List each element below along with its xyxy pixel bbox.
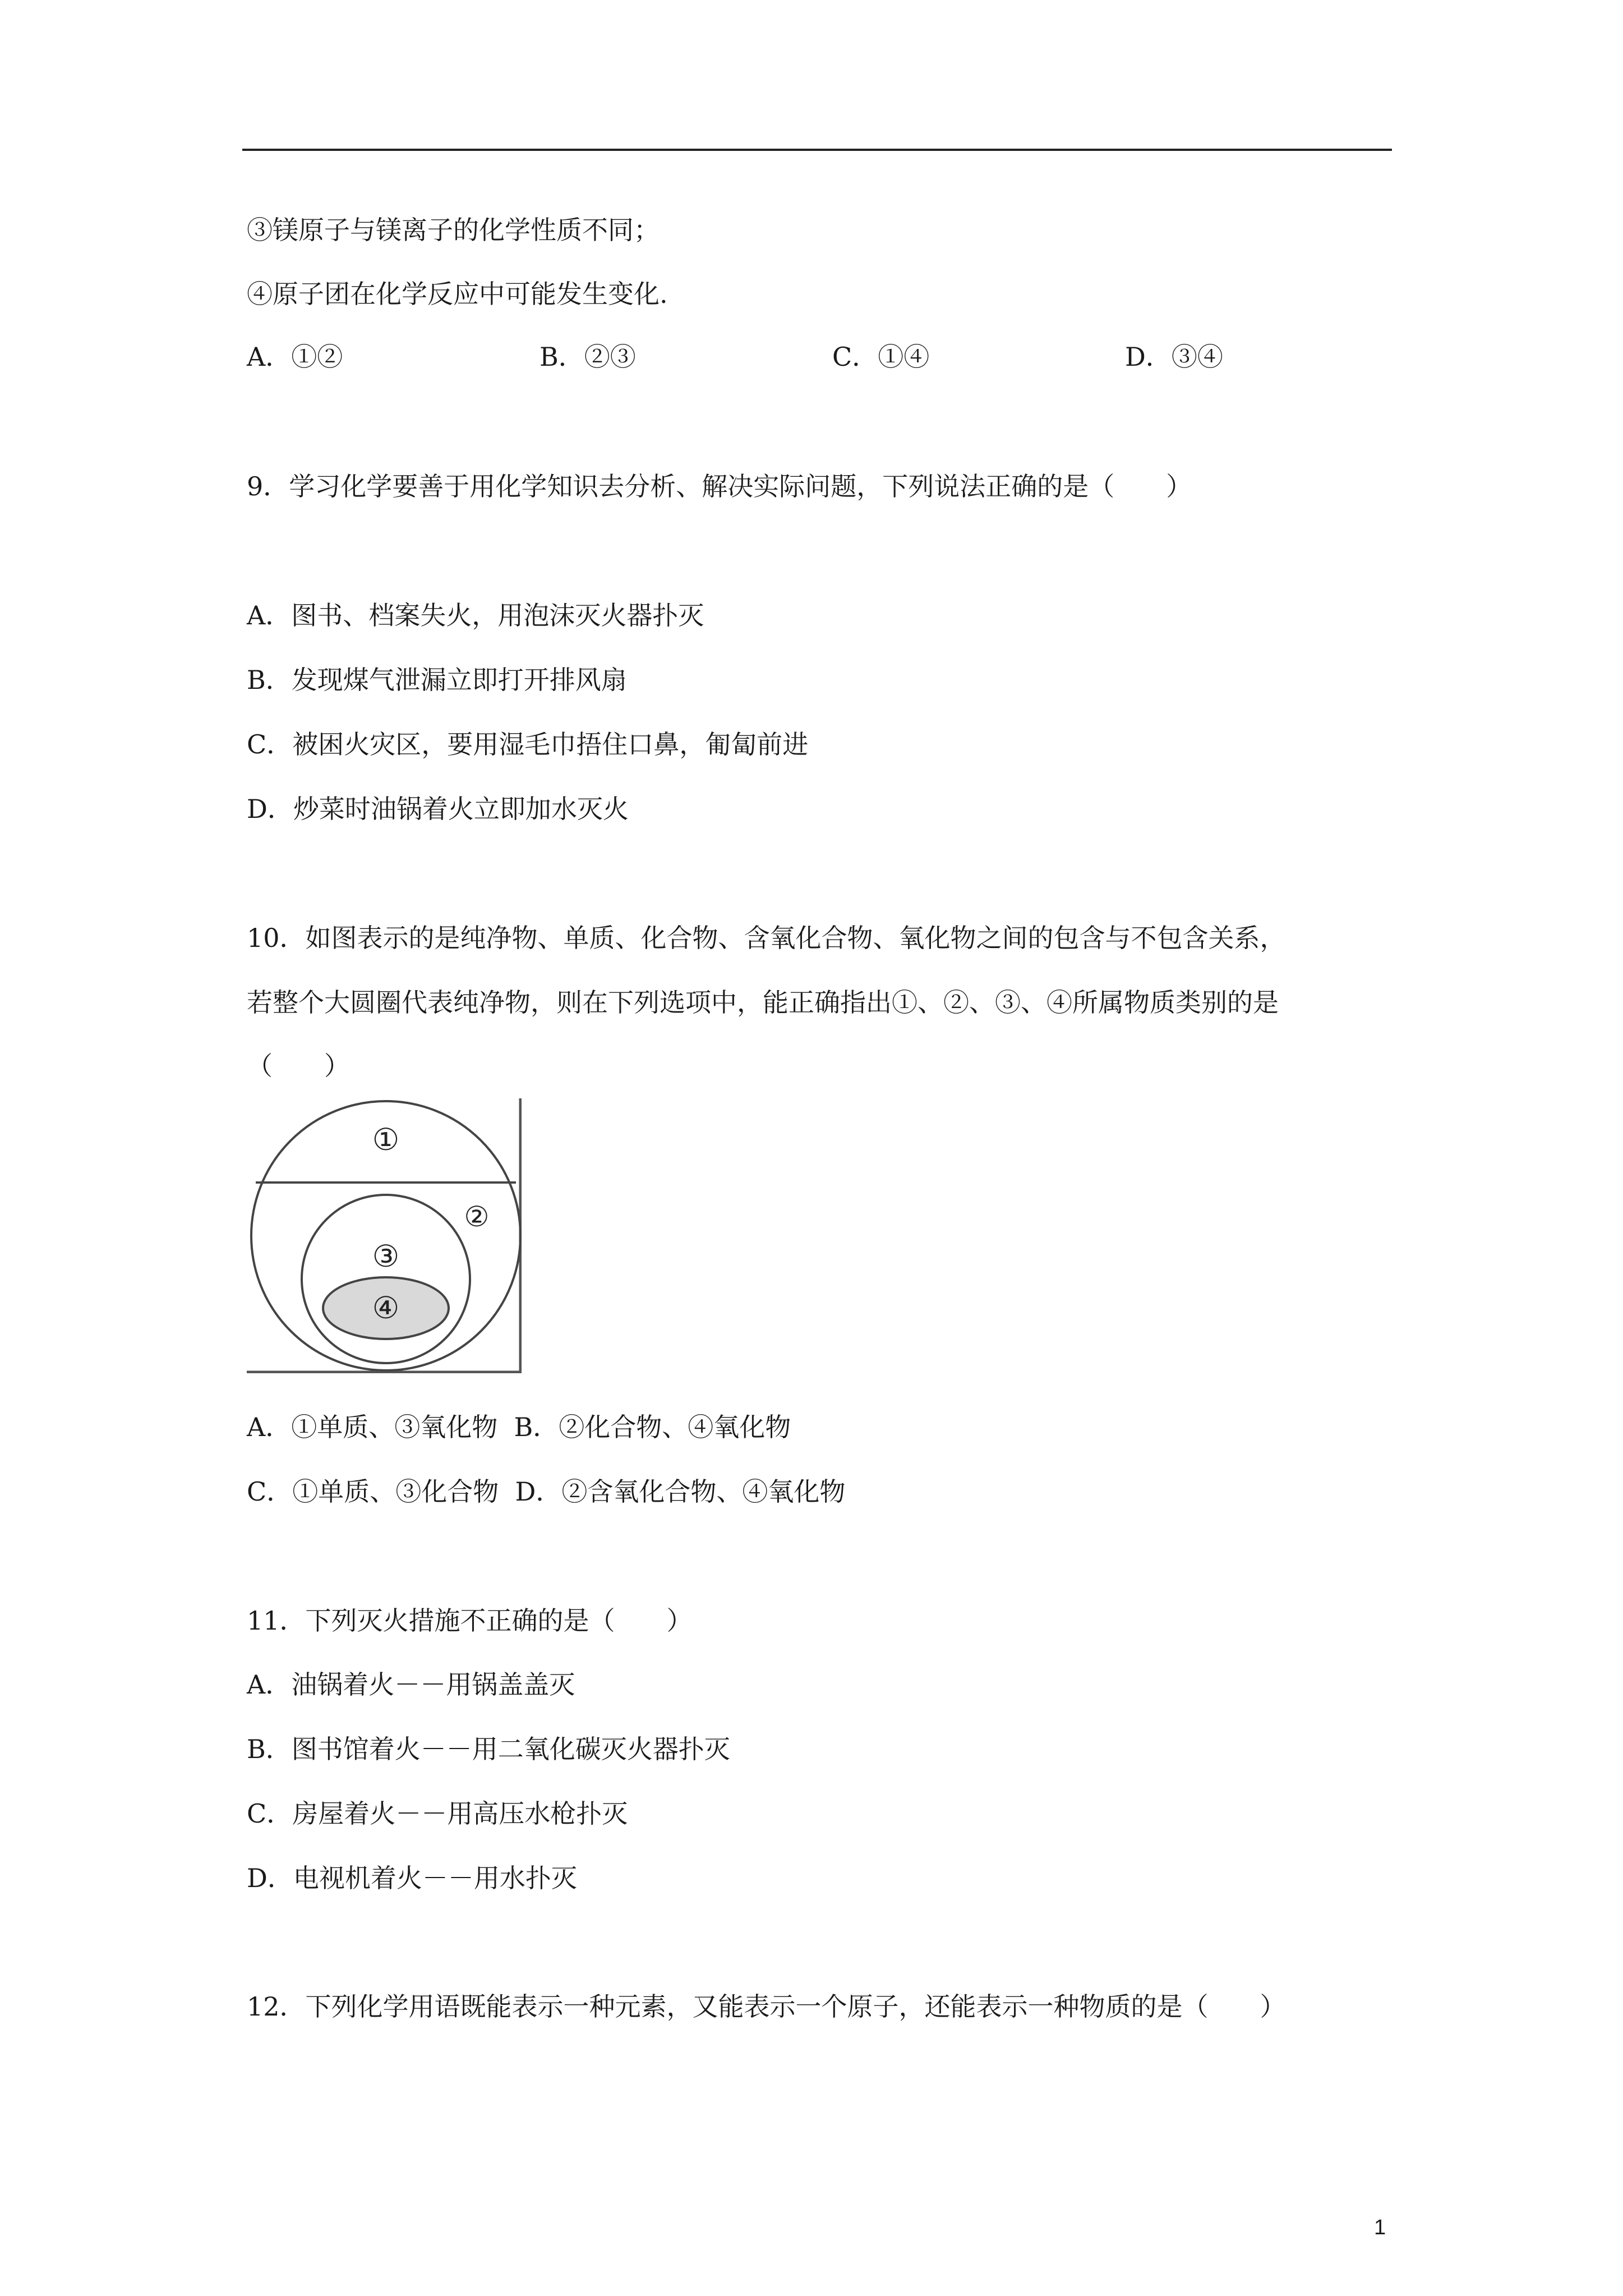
q11-option-b: B．图书馆着火－－用二氧化碳灭火器扑灭 xyxy=(247,1734,730,1764)
q12-stem: 12．下列化学用语既能表示一种元素，又能表示一个原子，还能表示一种物质的是（ ） xyxy=(247,1991,1286,2022)
header-rule xyxy=(242,149,1392,151)
q8-option-c: C．①④ xyxy=(832,342,930,372)
region-label-1: ① xyxy=(372,1122,400,1157)
q10-stem-line-2: 若整个大圆圈代表纯净物，则在下列选项中，能正确指出①、②、③、④所属物质类别的是 xyxy=(247,987,1279,1018)
q11-option-c: C．房屋着火－－用高压水枪扑灭 xyxy=(247,1798,628,1829)
q9-option-d: D．炒菜时油锅着火立即加水灭火 xyxy=(247,794,629,824)
q11-stem: 11．下列灭火措施不正确的是（ ） xyxy=(247,1605,693,1636)
q8-statement-3: ③镁原子与镁离子的化学性质不同； xyxy=(247,215,660,245)
q10-stem-line-3: （ ） xyxy=(247,1051,350,1081)
q10-stem-line-1: 10．如图表示的是纯净物、单质、化合物、含氧化合物、氧化物之间的包含与不包含关系， xyxy=(247,923,1286,953)
q8-option-a: A．①② xyxy=(247,342,343,372)
region-label-4: ④ xyxy=(372,1290,400,1326)
q10-options-line-1: A．①单质、③氧化物 B．②化合物、④氧化物 xyxy=(247,1412,791,1442)
region-label-2: ② xyxy=(464,1200,490,1233)
q9-option-a: A．图书、档案失火，用泡沫灭火器扑灭 xyxy=(247,600,704,631)
q8-option-b: B．②③ xyxy=(540,342,636,372)
q8-option-d: D．③④ xyxy=(1125,342,1223,372)
region-label-3: ③ xyxy=(372,1239,400,1274)
q8-statement-4: ④原子团在化学反应中可能发生变化. xyxy=(247,279,668,309)
q9-stem: 9．学习化学要善于用化学知识去分析、解决实际问题，下列说法正确的是（ ） xyxy=(247,471,1192,501)
q10-options-line-2: C．①单质、③化合物 D．②含氧化合物、④氧化物 xyxy=(247,1476,846,1507)
q9-option-b: B．发现煤气泄漏立即打开排风扇 xyxy=(247,665,627,695)
q11-option-d: D．电视机着火－－用水扑灭 xyxy=(247,1863,577,1893)
q9-option-c: C．被困火灾区，要用湿毛巾捂住口鼻，匍匐前进 xyxy=(247,729,809,760)
page-number: 1 xyxy=(1374,2216,1386,2239)
q11-option-a: A．油锅着火－－用锅盖盖灭 xyxy=(247,1669,575,1700)
classification-venn-diagram xyxy=(247,1098,522,1373)
